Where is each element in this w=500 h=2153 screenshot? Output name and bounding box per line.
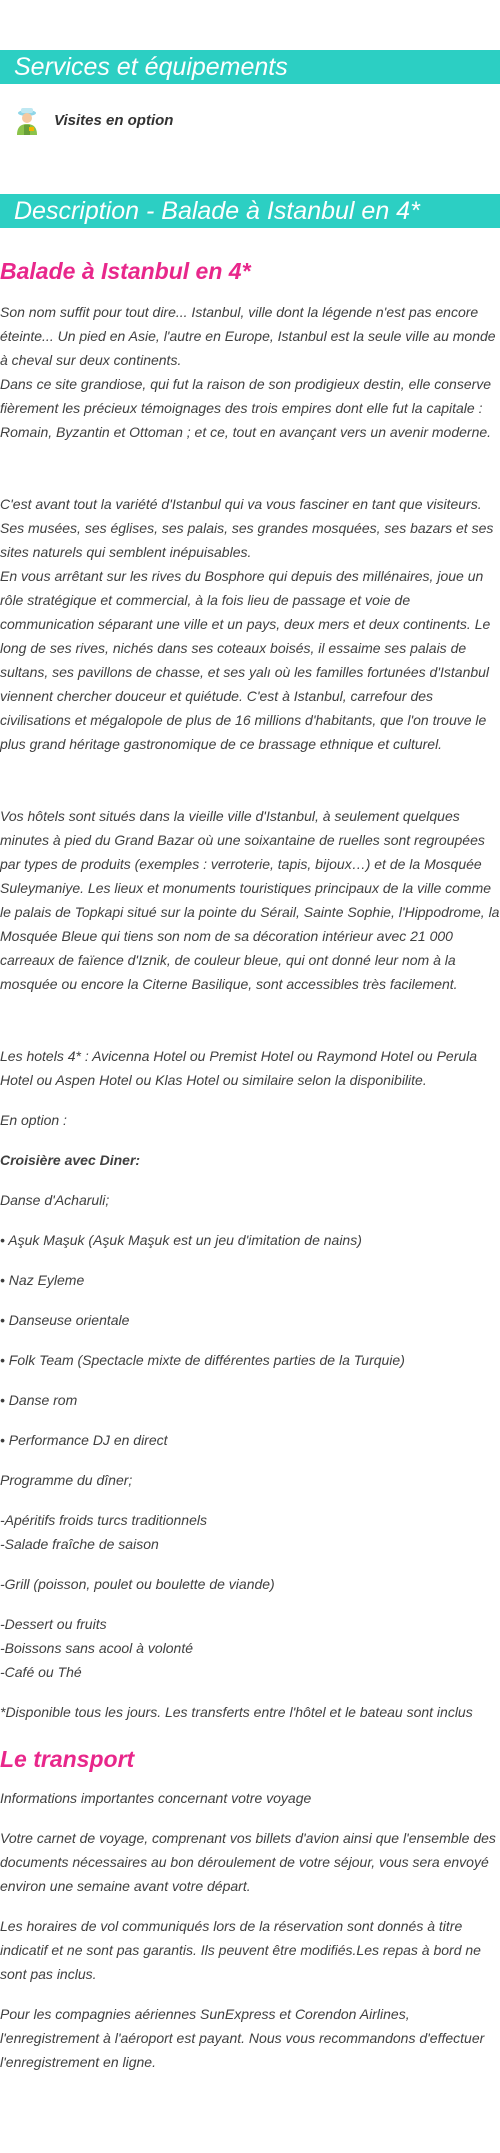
tour-guide-icon (14, 105, 40, 135)
show-item: • Aşuk Maşuk (Aşuk Maşuk est un jeu d'imitation de nains) (0, 1232, 362, 1248)
transport-heading: Le transport (0, 1746, 135, 1772)
show-item: • Danse rom (0, 1392, 78, 1408)
menu-item: -Grill (poisson, poulet ou boulette de viande) (0, 1576, 275, 1592)
services-title-bar: Services et équipements (0, 50, 500, 84)
menu-item: -Salade fraîche de saison (0, 1536, 159, 1552)
intro-paragraph: Son nom suffit pour tout dire... Istanbul, ville dont la légende n'est pas encore éteinte... Un pied en Asie, l'autre en Europe, Istanbul est la seule ville au monde à cheval sur deux continents. (0, 304, 496, 368)
menu-group (0, 1612, 500, 1684)
show-item: • Folk Team (Spectacle mixte de différentes parties de la Turquie) (0, 1352, 405, 1368)
dance-label: Danse d'Acharuli; (0, 1192, 110, 1208)
menu-item: -Café ou Thé (0, 1664, 82, 1680)
transport-paragraph: Pour les compagnies aériennes SunExpress et Corendon Airlines, l'enregistrement à l'aéroport est payant. Nous vous recommandons d'effectuer l'enregistrement en ligne. (0, 2006, 485, 2070)
section-gap (0, 156, 500, 194)
transport-paragraph: Votre carnet de voyage, comprenant vos billets d'avion ainsi que l'ensemble des documents nécessaires au bon déroulement de votre séjour, vous sera envoyé environ une semaine avant votre départ. (0, 1830, 496, 1894)
menu-item: -Dessert ou fruits (0, 1616, 107, 1632)
spacer (0, 444, 500, 492)
show-item: • Danseuse orientale (0, 1312, 130, 1328)
variety-paragraph: C'est avant tout la variété d'Istanbul qui va vous fasciner en tant que visiteurs. Ses musées, ses églises, ses palais, ses grandes mosquées, ses bazars et ses sites naturels qui semblent inépuisables. (0, 496, 494, 560)
transport-paragraph: Les horaires de vol communiqués lors de la réservation sont donnés à titre indicatif et ne sont pas garantis. Ils peuvent être modifiés.Les repas à bord ne sont pas inclus. (0, 1918, 481, 1982)
description-heading: Balade à Istanbul en 4* (0, 258, 251, 284)
option-label: En option : (0, 1112, 67, 1128)
show-item: • Performance DJ en direct (0, 1432, 168, 1448)
transport-paragraph: Informations importantes concernant votre voyage (0, 1790, 312, 1806)
spacer (0, 996, 500, 1044)
description-content (0, 256, 500, 2074)
service-item (0, 84, 500, 156)
show-item: • Naz Eyleme (0, 1272, 85, 1288)
program-label: Programme du dîner; (0, 1472, 133, 1488)
hotels-list: Les hotels 4* : Avicenna Hotel ou Premist Hotel ou Raymond Hotel ou Perula Hotel ou Aspen Hotel ou Klas Hotel ou similaire selon la disponibilite. (0, 1048, 478, 1088)
hotels-location-paragraph: Vos hôtels sont situés dans la vieille ville d'Istanbul, à seulement quelques minutes à pied du Grand Bazar où une soixantaine de ruelles sont regroupées par types de produits (exemples : verroterie, tapis, bijoux…) et de la Mosquée Suleymaniye. Les lieux et monuments touristiques principaux de la ville comme le palais de Topkapi situé sur la pointe du Sérail, Sainte Sophie, l'Hippodrome, la Mosquée Bleue qui tiens son nom de sa décoration intérieur avec 21 000 carreaux de faïence d'Iznik, de couleur bleue, qui ont donné leur nom à la mosquée ou encore la Citerne Basilique, sont accessibles très facilement. (0, 808, 500, 992)
cruise-label: Croisière avec Diner: (0, 1152, 141, 1168)
bosphorus-paragraph: En vous arrêtant sur les rives du Bosphore qui depuis des millénaires, joue un rôle stratégique et commercial, à la fois lieu de passage et voie de communication séparant une ville et un pays, deux mers et deux continents. Le long de ses rives, nichés dans ses coteaux boisés, il essaime ses palais de sultans, ses pavillons de chasse, et ses yalı où les familles fortunées d'Istanbul viennent chercher douceur et quiétude. C'est à Istanbul, carrefour des civilisations et mégalopole de plus de 16 millions d'habitants, que l'on trouve le plus grand héritage gastronomique de ce brassage ethnique et culturel. (0, 568, 491, 752)
menu-group (0, 1572, 500, 1596)
menu-item: -Apéritifs froids turcs traditionnels (0, 1512, 207, 1528)
spacer (0, 756, 500, 804)
intro-paragraph: Dans ce site grandiose, qui fut la raison de son prodigieux destin, elle conserve fièrement les précieux témoignages des trois empires dont elle fut la capitale : Romain, Byzantin et Ottoman ; et ce, tout en avançant vers un avenir moderne. (0, 376, 492, 440)
description-title-bar: Description - Balade à Istanbul en 4* (0, 194, 500, 228)
menu-item: -Boissons sans acool à volonté (0, 1640, 193, 1656)
menu-group (0, 1508, 500, 1556)
availability-note: *Disponible tous les jours. Les transferts entre l'hôtel et le bateau sont inclus (0, 1704, 473, 1720)
service-label: Visites en option (54, 111, 174, 129)
